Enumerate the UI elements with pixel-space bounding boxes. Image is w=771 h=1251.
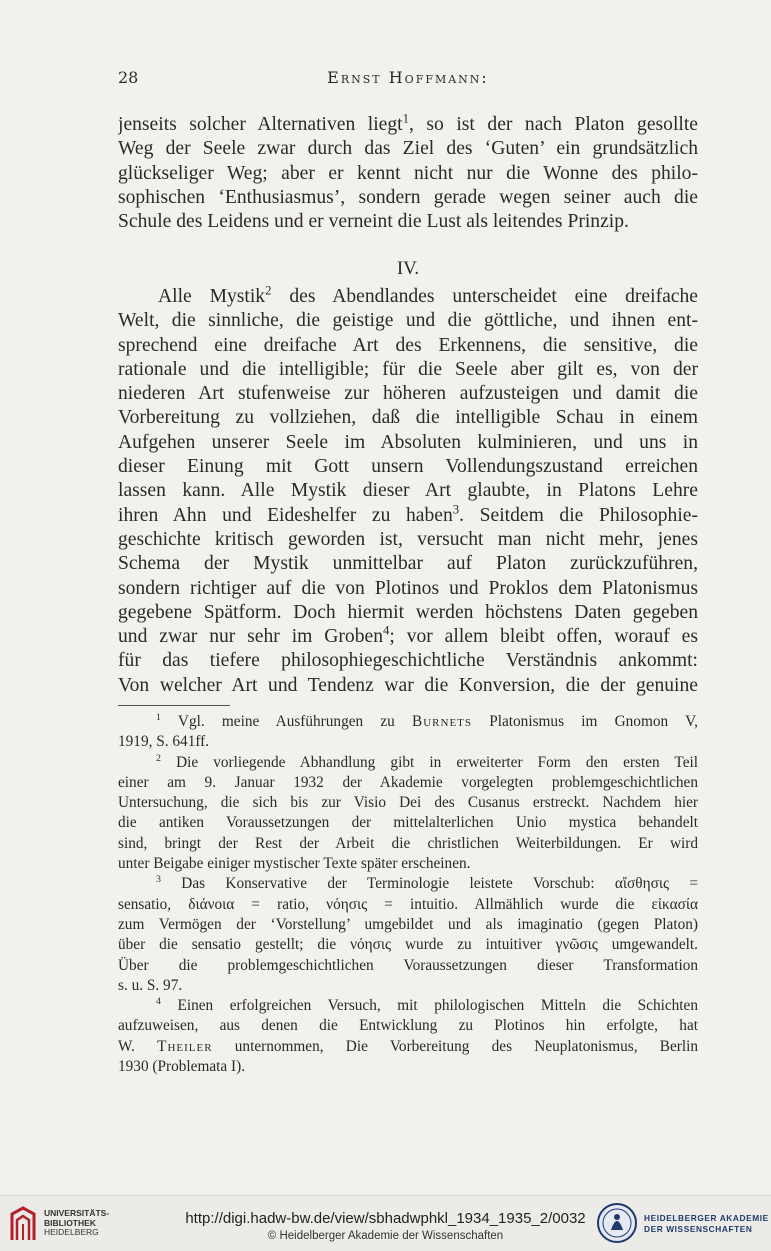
footnote-line: s. u. S. 97. [118,976,183,994]
footnote-line: $^3$ Das Konservative der Terminologie leistete Vorschub: αἴσθησις = [156,874,698,893]
text-line: rationale und die intelligible; für die Seele aber gilt es, von der [118,358,698,380]
academy-name: HEIDELBERGER AKADEMIE DER WISSENSCHAFTEN [644,1213,769,1234]
copyright-notice: © Heidelberger Akademie der Wissenschaften [267,1230,504,1242]
footnote-divider [118,705,230,706]
text-line: sondern richtiger auf die von Plotinos und Proklos dem Platonismus [118,577,698,599]
footnote-line: Über die problemgeschichtlichen Voraussetzungen dieser Transformation [118,956,698,974]
footnote-line: einer am 9. Januar 1932 der Akademie vorgelegten problemgeschichtlichen [118,773,698,791]
section-heading: IV. [396,258,420,279]
text-line: Welt, die sinnliche, die geistige und die göttliche, und ihnen ent- [118,310,698,332]
text-line: Schule des Leidens und er verneint die Lust als leitendes Prinzip. [118,211,629,233]
footnote-line: $^1$ Vgl. meine Ausführungen zu Burnets Platonismus im Gnomon V, [156,712,698,730]
academy-seal-icon [596,1202,638,1244]
footnote-line: aufzuweisen, aus denen die Entwicklung zu Plotinos hin erfolgte, hat [118,1017,698,1035]
running-head: Ernst Hoffmann: [327,68,489,87]
footnote-ref[interactable]: 2 [265,285,272,298]
footnote-line: die antiken Voraussetzungen der mittelalterlichen Unio mystica behandelt [118,814,698,832]
footnote-ref[interactable]: 3 [452,503,460,517]
footnote-line: über die sensatio gestellt; die νόησις wurde zu intuitiver γνῶσις umgewandelt. [118,936,698,954]
text-line: Von welcher Art und Tendenz war die Konversion, die der genuine [118,674,698,696]
footnote-line: sensatio, διάνοια = ratio, νόησις = intuitio. Allmählich wurde die εἰκασία [118,895,698,913]
page-header [118,68,698,92]
footnote-line: sind, bringt der Rest der Arbeit die christlichen Weiterbildungen. Er wird [118,834,698,852]
footnote-line: $^2$ Die vorliegende Abhandlung gibt in erweiterter Form den ersten Teil [156,752,698,771]
text-line: und zwar nur sehr im Groben$^4$; vor allem bleibt offen, worauf es [118,625,698,648]
text-line: lassen kann. Alle Mystik dieser Art glaubte, in Platons Lehre [118,480,698,502]
text-line: glückseliger Weg; aber er kennt nicht nur die Wonne des philo- [118,162,698,184]
footnote-ref[interactable]: 4 [383,625,390,638]
footnote-line: unter Beigabe einiger mystischer Texte später erscheinen. [118,855,471,873]
text-line: jenseits solcher Alternativen liegt$^1$, so ist der nach Platon gesollte [118,113,698,135]
paragraph-continuation [118,113,698,234]
text-line: ihren Ahn und Eideshelfer zu haben$^3$. Seitdem die Philosophie- [118,503,698,526]
text-line: Alle Mystik$^2$ des Abendlandes unterscheidet eine dreifache [158,285,698,307]
footnote-line: 1930 (Problemata I). [118,1058,246,1076]
paragraph-section-iv [118,285,698,698]
text-line: Weg der Seele zwar durch das Ziel des ‘Guten’ ein grundsätzlich [118,138,698,160]
text-line: niederen Art stufenweise zur höheren aufzusteigen und damit die [118,383,698,405]
footnote-line: $^4$ Einen erfolgreichen Versuch, mit philologischen Mitteln die Schichten [156,996,698,1015]
footnote-line: W. Theiler unternommen, Die Vorbereitung des Neuplatonismus, Berlin [118,1037,698,1055]
text-line: sophischen ‘Enthusiasmus’, sondern gerade wegen seiner auch die [118,186,698,208]
text-line: Vorbereitung zu vollziehen, daß die intelligible Schau in einem [118,407,698,429]
footnote-ref[interactable]: 1 [402,113,409,126]
footnotes [118,712,698,1077]
page-number: 28 [118,68,139,87]
viewer-footer [0,1195,771,1251]
footnote-line: 1919, S. 641ff. [118,733,210,751]
footnote-line: Untersuchung, die sich bis zur Visio Dei des Cusanus erstreckt. Nachdem hier [118,794,698,812]
text-line: dieser Einung mit Gott unsern Vollendungszustand erreichen [118,456,698,478]
permalink-url[interactable]: http://digi.hadw-bw.de/view/sbhadwphkl_1934_1935_2/0032 [185,1210,586,1227]
text-line: gegebene Spätform. Doch hiermit werden höchstens Daten gegeben [118,601,698,623]
footnote-line: zum Vermögen der ‘Vorstellung’ umgebildet und als imaginatio (gegen Platon) [118,915,698,933]
library-name: UNIVERSITÄTS- BIBLIOTHEK HEIDELBERG [44,1208,110,1237]
text-line: Aufgehen unserer Seele im Absoluten kulminieren, und uns in [118,431,698,453]
text-line: geschichte kritisch geworden ist, versucht man nicht mehr, jenes [118,528,698,550]
text-line: für das tiefere philosophiegeschichtliche Verständnis ankommt: [118,650,698,672]
text-line: sprechend eine dreifache Art des Erkennens, die sensitive, die [118,334,698,356]
text-line: Schema der Mystik unmittelbar auf Platon zurückzuführen, [118,553,698,575]
